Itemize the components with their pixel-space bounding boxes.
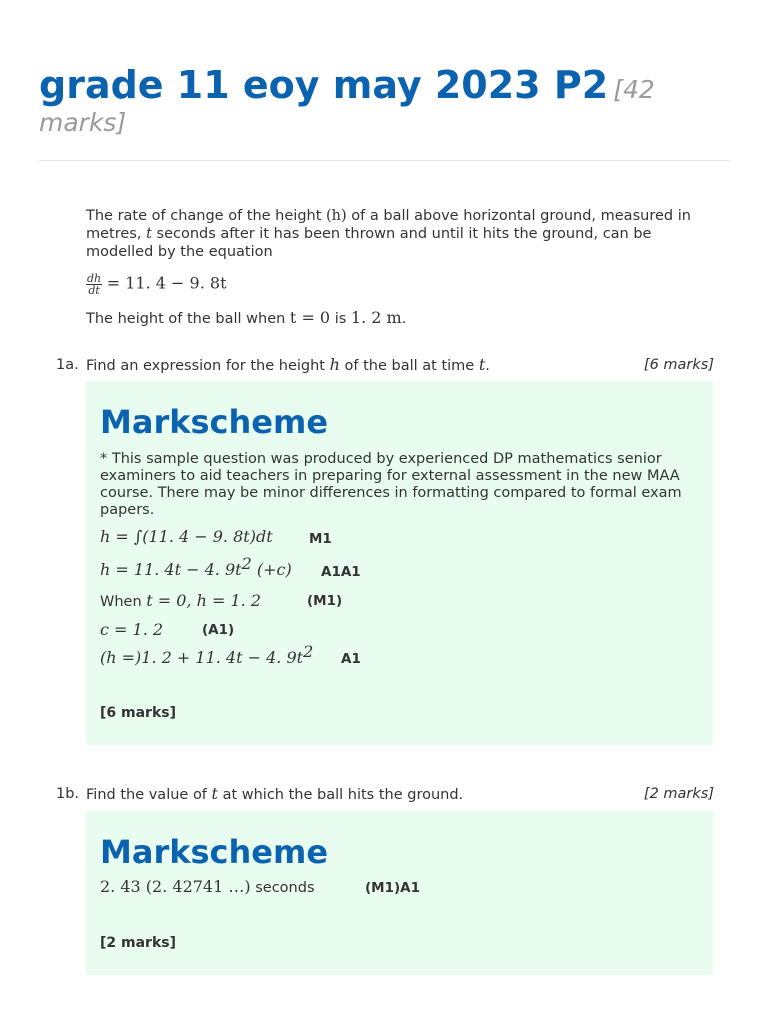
stem-text: The rate of change of the height <box>86 208 327 224</box>
markscheme-1b <box>86 811 713 975</box>
initial-height-value: 1. 2 m <box>350 308 402 327</box>
initial-condition <box>86 309 716 328</box>
markscheme-expression: 2. 43 (2. 42741 …) <box>100 877 251 896</box>
question-number: 1b. <box>56 786 80 802</box>
markscheme-expression: (h =)1. 2 + 11. 4t − 4. 9t <box>100 648 304 667</box>
total-marks: [42 marks] <box>39 75 655 137</box>
question-stem <box>86 207 716 261</box>
mark-code: A1 <box>341 651 361 667</box>
markscheme-line <box>100 878 315 897</box>
markscheme-expression: h = 11. 4t − 4. 9t <box>100 560 242 579</box>
markscheme-expression: h = ∫(11. 4 − 9. 8t)dt <box>100 527 273 546</box>
markscheme-title: Markscheme <box>100 833 329 871</box>
page-title: grade 11 eoy may 2023 P2 <box>39 63 609 107</box>
mark-code: (M1) <box>307 593 343 609</box>
stem-var-h: (h) <box>326 208 347 224</box>
markscheme-expression: t = 0, h = 1. 2 <box>146 591 262 610</box>
question-text <box>86 356 490 375</box>
stem-var-t: t <box>146 226 152 242</box>
question-var: t <box>211 784 218 803</box>
question-text-part: Find an expression for the height <box>86 358 330 374</box>
mark-code: A1A1 <box>321 564 361 580</box>
stem-text: The height of the ball when <box>86 311 290 327</box>
rate-equation <box>86 273 716 296</box>
markscheme-1a <box>86 381 713 745</box>
question-var: h <box>329 355 340 374</box>
markscheme-note: * This sample question was produced by experienced DP mathematics senior examiners to aid teachers in preparing for external assessment in the new MAA course. There may be minor differences in formatting compared to formal exam papers. <box>100 451 682 518</box>
question-marks: [2 marks] <box>643 786 714 802</box>
markscheme-line <box>100 528 273 547</box>
question-number: 1a. <box>56 357 79 373</box>
markscheme-text: When <box>100 594 147 610</box>
markscheme-title: Markscheme <box>100 403 329 441</box>
equation-rhs: = 11. 4 − 9. 8t <box>106 273 227 293</box>
markscheme-text: seconds <box>250 880 315 896</box>
fraction-denominator: dt <box>88 284 100 297</box>
question-var: t <box>478 355 486 374</box>
stem-text: . <box>401 311 407 327</box>
header-divider <box>39 160 730 161</box>
stem-text: of a ball above horizontal ground, measured in metres, <box>86 208 691 242</box>
question-text-part: Find the value of <box>86 787 212 803</box>
markscheme-expression: (+c) <box>251 560 292 579</box>
derivative-fraction <box>86 273 102 296</box>
question-text-part: at which the ball hits the ground. <box>217 787 464 803</box>
markscheme-total: [2 marks] <box>100 935 176 951</box>
markscheme-line <box>100 554 292 580</box>
mark-code: (A1) <box>202 622 235 638</box>
mark-code: (M1)A1 <box>365 880 421 896</box>
question-marks: [6 marks] <box>643 357 714 373</box>
page-header <box>39 62 729 137</box>
question-text-part: . <box>485 358 490 374</box>
markscheme-line <box>100 621 163 640</box>
initial-condition-expr: t = 0 <box>289 308 331 327</box>
markscheme-total: [6 marks] <box>100 705 176 721</box>
question-text <box>86 785 463 804</box>
mark-code: M1 <box>309 531 332 547</box>
markscheme-expression: c = 1. 2 <box>100 620 164 639</box>
fraction-numerator: dh <box>87 272 102 285</box>
question-text-part: of the ball at time <box>339 358 479 374</box>
stem-text: is <box>330 311 351 327</box>
markscheme-line <box>100 592 261 611</box>
stem-text: seconds after it has been thrown and until it hits the ground, can be modelled by the equation <box>86 226 652 260</box>
markscheme-line <box>100 642 314 668</box>
exponent: 2 <box>241 554 252 574</box>
exponent: 2 <box>303 642 314 662</box>
